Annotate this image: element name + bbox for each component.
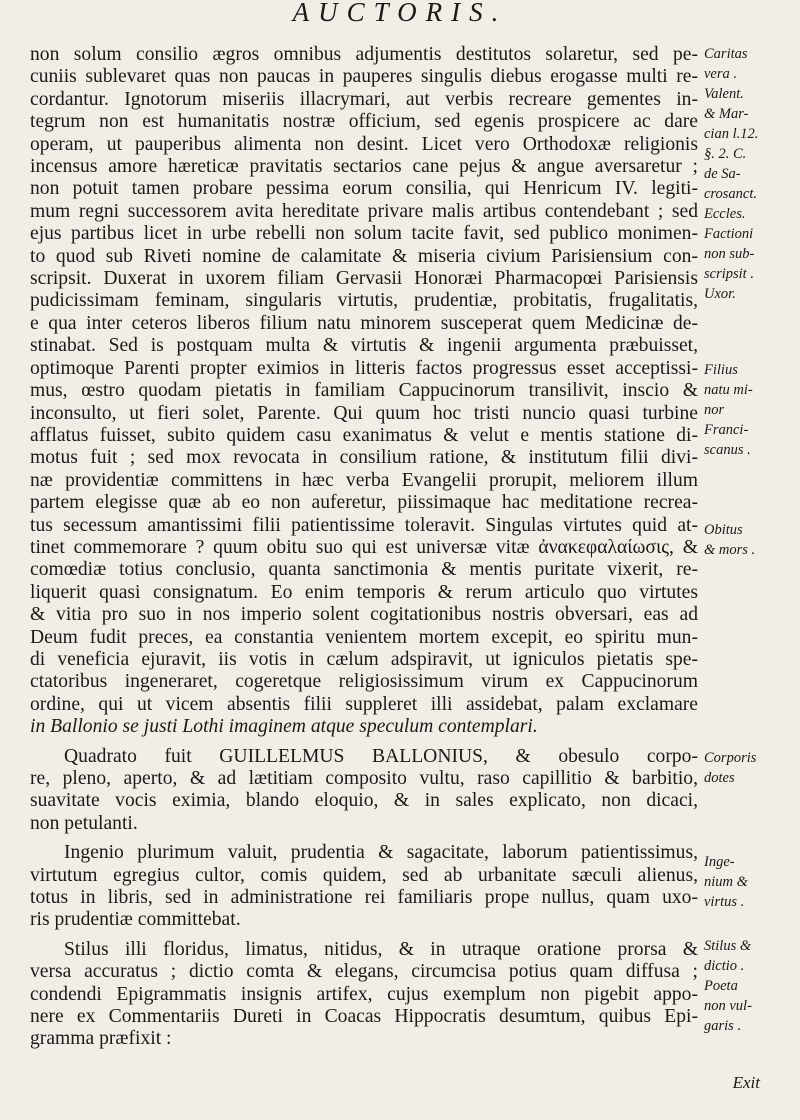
paragraph	[30, 842, 698, 932]
margin-note-line: Inge-	[704, 854, 735, 870]
text-line: mum regni successorem avita hereditate privare malis artibus contendebant ; sed	[30, 200, 698, 222]
text-line: ejus partibus licet in urbe rebelli non solum tacite favit, sed publico monimen-	[30, 223, 698, 245]
text-line: tegrum non est humanitatis nostræ officium, sed egenis prospicere ac dare	[30, 111, 698, 133]
margin-note-line: Franci-	[704, 422, 749, 438]
text-line: liquerit quasi consignatum. Eo enim temporis & rerum articulo quo virtutes	[30, 581, 698, 603]
text-line: di veneficia ejuravit, iis votis in cælum adspiravit, ut igniculos pietatis spe-	[30, 648, 698, 670]
text-line: pudicissimam feminam, singularis virtutis, prudentiæ, probitatis, frugalitatis,	[30, 290, 698, 312]
margin-note-filius	[704, 360, 796, 460]
margin-note-line: Eccles.	[704, 206, 746, 222]
text-line: Quadrato fuit GUILLELMUS BALLONIUS, & obesulo corpo-	[64, 745, 698, 767]
text-line: cordantur. Ignotorum miseriis illacrymari, aut verbis recreare gementes in-	[30, 88, 698, 110]
margin-note-line: Stilus &	[704, 938, 752, 954]
margin-note-line: non sub-	[704, 246, 755, 262]
margin-note-line: nor	[704, 402, 725, 418]
margin-note-line: & Mar-	[704, 106, 749, 122]
margin-note-line: garis .	[704, 1018, 742, 1034]
text-line: næ providentiæ committens in hæc verba Evangelii prorupit, meliorem illum	[30, 469, 698, 491]
text-line: partem elegisse quæ ab eo non auferetur, piissimaque hac meditatione recrea-	[30, 492, 698, 514]
paragraph	[30, 746, 698, 836]
catchword: Exit	[732, 1073, 760, 1092]
text-line: suavitate vocis eximia, blando eloquio, & in sales explicato, non dicaci,	[30, 790, 698, 812]
text-line: tinet commemorare ? quum obitu suo qui est universæ vitæ ἀνακεφαλαίωσις, &	[30, 536, 698, 558]
text-line: mus, œstro quodam pietatis in familiam Cappucinorum transilivit, inscio &	[30, 380, 698, 402]
margin-note-line: §. 2. C.	[704, 146, 747, 162]
text-line: Deum fudit preces, ea constantia venientem mortem excepit, eo spiritu mun-	[30, 626, 698, 648]
text-line: optimoque Parenti propter eximios in litteris factos progressus esset acceptissi-	[30, 357, 698, 379]
text-line: virtutum egregius cultor, comis quidem, sed ab urbanitate sæculi alienus,	[30, 864, 698, 886]
margin-note-ingenium	[704, 852, 796, 912]
margin-note-line: crosanct.	[704, 186, 758, 202]
margin-note-caritas	[704, 44, 796, 304]
margin-note-line: Valent.	[704, 86, 744, 102]
margin-note-line: Caritas	[704, 46, 748, 62]
text-line: & vitia pro suo in nos imperio solent cogitationibus nostris obversari, eas ad	[30, 604, 698, 626]
text-line: e qua inter ceteros liberos filium natu minorem susceperat quem Medicinæ de-	[30, 312, 698, 334]
paragraph	[30, 939, 698, 1051]
text-line: incensus amore hæreticæ pravitatis sectarios cane pejus & angue aversaretur ;	[30, 156, 698, 178]
margin-note-line: Corporis	[704, 750, 757, 766]
margin-note-line: de Sa-	[704, 166, 741, 182]
text-line: non potuit tamen probare pessima eorum consilia, qui Henricum IV. legiti-	[30, 178, 698, 200]
text-line: re, pleno, aperto, & ad lætitiam composito vultu, raso capillitio & barbitio,	[30, 768, 698, 789]
text-line: inconsulto, ut fieri solet, Parente. Qui quum hoc tristi nuncio quasi turbine	[30, 402, 698, 424]
text-line: gramma præfixit :	[30, 1028, 172, 1050]
margin-note-line: natu mi-	[704, 382, 753, 398]
text-line: cuniis sublevaret quas non paucas in pauperes singulis diebus erogasse multi re-	[30, 66, 698, 88]
text-line: in Ballonio se justi Lothi imaginem atque speculum contemplari.	[30, 716, 538, 738]
margin-note-line: vera .	[704, 66, 738, 82]
margin-note-line: dotes	[704, 770, 735, 786]
margin-note-line: Uxor.	[704, 286, 736, 302]
text-line: afflatus fuisset, subito quidem casu exanimatus & velut e mentis statione di-	[30, 424, 698, 446]
margin-note-obitus	[704, 520, 796, 560]
text-line: ordine, qui ut vicem absentis filii suppleret illi assidebat, palam exclamare	[30, 693, 698, 715]
text-line: Stilus illi floridus, limatus, nitidus, & in utraque oratione prorsa &	[64, 938, 698, 960]
margin-note-line: nium &	[704, 874, 748, 890]
margin-note-stilus	[704, 936, 796, 1036]
text-line: scripsit. Duxerat in uxorem filiam Gervasii Honoræi Pharmacopœi Parisiensis	[30, 268, 698, 290]
margin-note-line: scanus .	[704, 442, 751, 458]
margin-note-line: & mors .	[704, 542, 756, 558]
text-line: comœdiæ totius conclusio, quanta sanctimonia & mentis puritate vixerit, re-	[30, 559, 698, 581]
text-line: operam, ut pauperibus alimenta non desint. Licet vero Orthodoxæ religionis	[30, 133, 698, 155]
margin-note-line: virtus .	[704, 894, 745, 910]
text-line: versa accuratus ; dictio comta & elegans, circumcisa potius quam diffusa ;	[30, 961, 698, 983]
margin-note-line: Factioni	[704, 226, 754, 242]
margin-note-line: Poeta	[704, 978, 738, 994]
paragraph	[30, 44, 698, 739]
text-line: motus fuit ; sed mox revocata in consilium ratione, & institutum filii divi-	[30, 447, 698, 469]
text-line: ris prudentiæ committebat.	[30, 909, 241, 931]
margin-note-line: non vul-	[704, 998, 752, 1014]
text-line: non solum consilio ægros omnibus adjumentis destitutos solaretur, sed pe-	[30, 44, 698, 65]
text-line: to quod sub Riveti nomine de calamitate & miseria civium Parisiensium con-	[30, 245, 698, 267]
margin-note-line: cian l.12.	[704, 126, 759, 142]
margin-note-line: dictio .	[704, 958, 745, 974]
text-line: condendi Epigrammatis insignis artifex, cujus exemplum non pigebit appo-	[30, 983, 698, 1005]
text-line: nere ex Commentariis Dureti in Coacas Hippocratis desumtum, quibus Epi-	[30, 1006, 698, 1028]
running-head: AUCTORIS.	[292, 0, 508, 27]
text-line: non petulanti.	[30, 812, 138, 834]
text-line: totus in libris, sed in administratione rei familiaris prope nullus, quam uxo-	[30, 887, 698, 909]
text-line: ctatoribus ingeneraret, cogeretque religiosissimum virum ex Cappucinorum	[30, 671, 698, 693]
text-line: tus secessum amantissimi filii patientissime toleravit. Singulas virtutes quid at-	[30, 514, 698, 536]
text-line: Ingenio plurimum valuit, prudentia & sagacitate, laborum patientissimus,	[64, 842, 698, 864]
margin-note-line: Obitus	[704, 522, 743, 538]
text-line: stinabat. Sed is postquam multa & virtutis & ingenii argumenta præbuisset,	[30, 335, 698, 357]
margin-note-corporis	[704, 748, 796, 788]
margin-note-line: Filius	[704, 362, 738, 378]
main-text	[30, 44, 698, 1051]
margin-note-line: scripsit .	[704, 266, 754, 282]
